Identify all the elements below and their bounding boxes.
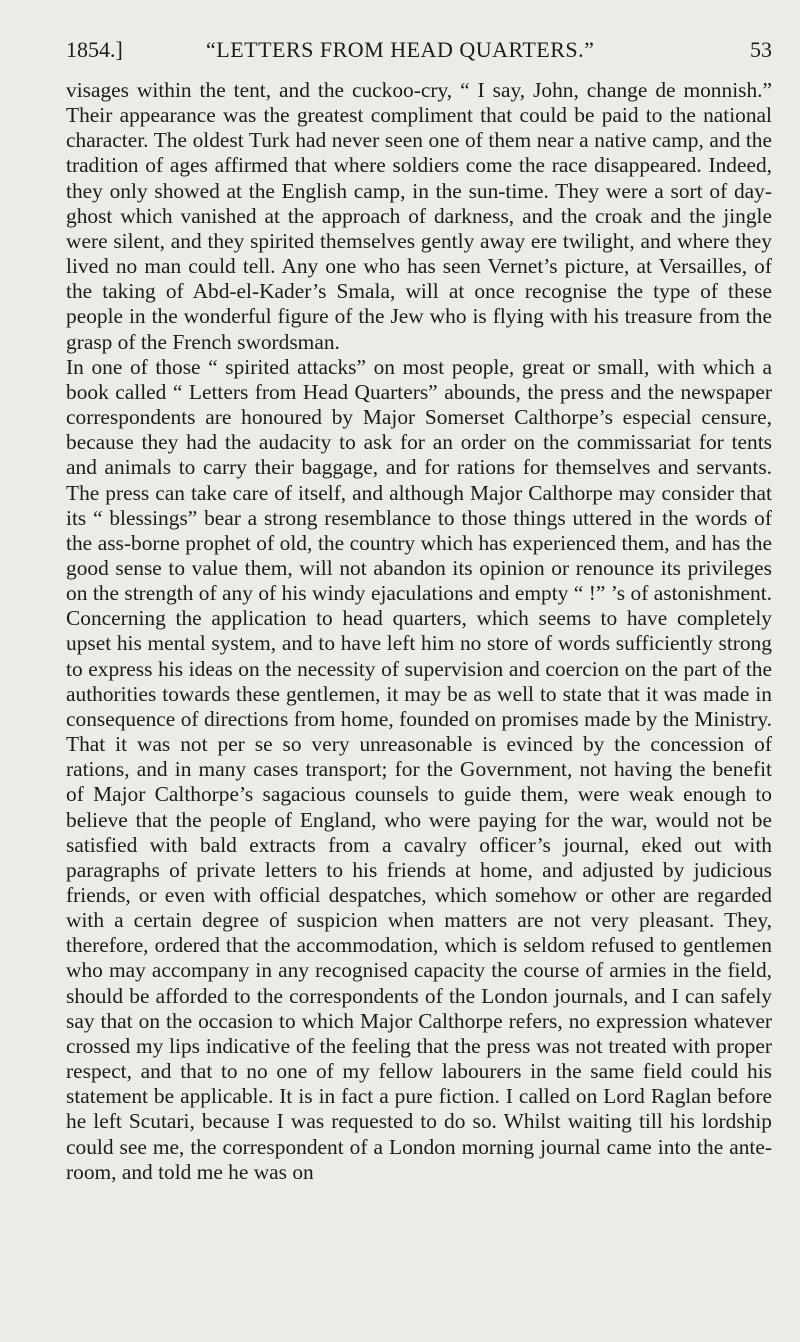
header-year: 1854.] (66, 37, 123, 62)
body-text (66, 78, 772, 1185)
header-title: “LETTERS FROM HEAD QUARTERS.” (206, 37, 595, 62)
running-head (66, 30, 772, 70)
paragraph-1: visages within the tent, and the cuckoo-cry, “ I say, John, change de monnish.” Their appearance was the greatest compliment that could be paid to the national character. The oldest Turk had never seen one of them near a native camp, and the tradition of ages affirmed that where soldiers come the race disappeared. Indeed, they only showed at the English camp, in the sun-time. They were a sort of day-ghost which vanished at the approach of darkness, and the croak and the jingle were silent, and they spirited themselves gently away ere twilight, and where they lived no man could tell. Any one who has seen Vernet’s picture, at Versailles, of the taking of Abd-el-Kader’s Smala, will at once recognise the type of these people in the wonderful figure of the Jew who is flying with his treasure from the grasp of the French swordsman. (66, 78, 772, 354)
paragraph-2: In one of those “ spirited attacks” on most people, great or small, with which a book called “ Letters from Head Quarters” abounds, the press and the newspaper correspondents are honoured by Major Somerset Calthorpe’s especial censure, because they had the audacity to ask for an order on the commissariat for tents and animals to carry their baggage, and for rations for themselves and servants. The press can take care of itself, and although Major Calthorpe may consider that its “ blessings” bear a strong resemblance to those things uttered in the words of the ass-borne prophet of old, the country which has experienced them, and has the good sense to value them, will not abandon its opinion or renounce its privileges on the strength of any of his windy ejaculations and empty “ !” ’s of astonishment. Concerning the application to head quarters, which seems to have completely upset his mental system, and to have left him no store of words sufficiently strong to express his ideas on the necessity of supervision and coercion on the part of the authorities towards these gentlemen, it may be as well to state that it was made in consequence of directions from home, founded on promises made by the Ministry. That it was not per se so very unreasonable is evinced by the concession of rations, and in many cases transport; for the Government, not having the benefit of Major Calthorpe’s sagacious counsels to guide them, were weak enough to believe that the people of England, who were paying for the war, would not be satisfied with bald extracts from a cavalry officer’s journal, eked out with paragraphs of private letters to his friends at home, and adjusted by judicious friends, or even with official despatches, which somehow or other are regarded with a certain degree of suspicion when matters are not very pleasant. They, therefore, ordered that the accommodation, which is seldom refused to gentlemen who may accompany in any recognised capacity the course of armies in the field, should be afforded to the correspondents of the London journals, and I can safely say that on the occasion to which Major Calthorpe refers, no expression whatever crossed my lips indicative of the feeling that the press was not treated with proper respect, and that to no one of my fellow labourers in the same field could his statement be applicable. It is in fact a pure fiction. I called on Lord Raglan before he left Scutari, because I was requested to do so. Whilst waiting till his lordship could see me, the correspondent of a London morning journal came into the ante-room, and told me he was on (66, 354, 772, 1184)
page-number: 53 (750, 37, 772, 62)
